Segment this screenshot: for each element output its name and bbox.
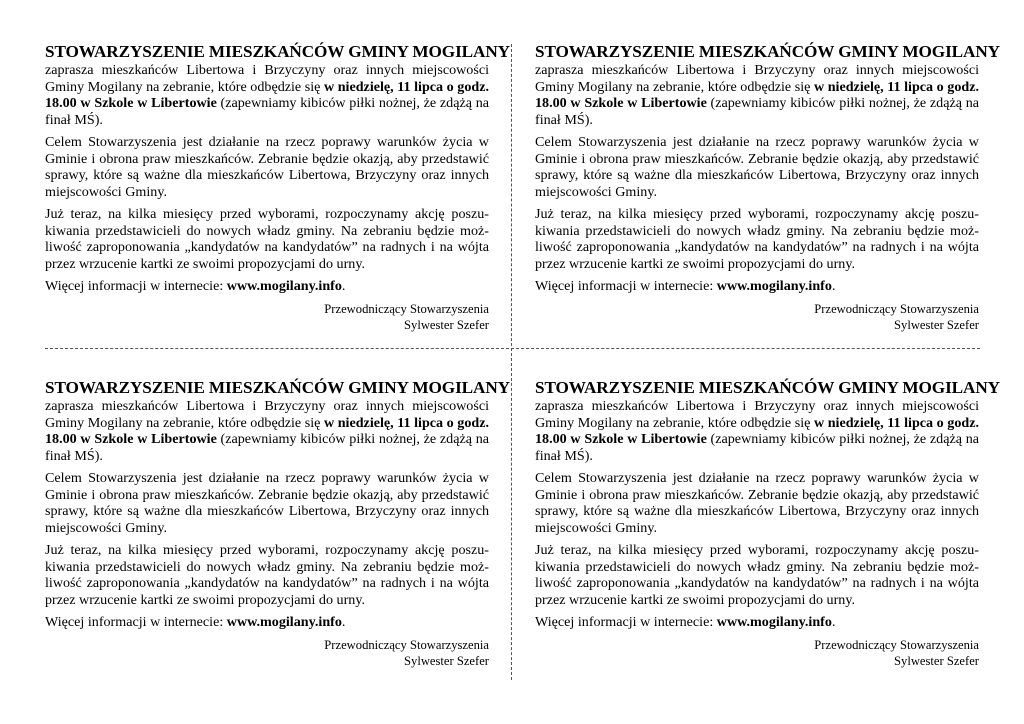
signature-role: Przewodniczący Stowarzyszenia: [814, 301, 979, 316]
flyer-bottom-right: [535, 378, 1000, 669]
invitation-paragraph: zaprasza mieszkańców Libertowa i Brzyczyny oraz innych miejscowości Gminy Mogilany na zebranie, które odbędzie się w niedzielę, 11 lipca o godz. 18.00 w Szkole w Libertowie (zapewniamy kibiców piłki nożnej, że zdążą na finał MŚ).: [535, 62, 979, 128]
info-paragraph: Więcej informacji w internecie: www.mogilany.info.: [45, 278, 346, 294]
signature-role: Przewodniczący Stowarzyszenia: [814, 637, 979, 652]
signature-name: Sylwester Szefer: [894, 317, 979, 332]
signature: [45, 301, 489, 333]
website-link[interactable]: www.mogilany.info: [716, 614, 832, 630]
signature-role: Przewodniczący Stowarzyszenia: [324, 301, 489, 316]
website-link[interactable]: www.mogilany.info: [226, 614, 342, 630]
signature: [535, 637, 979, 669]
invitation-paragraph: zaprasza mieszkańców Libertowa i Brzyczyny oraz innych miejscowości Gminy Mogilany na zebranie, które odbędzie się w niedzielę, 11 lipca o godz. 18.00 w Szkole w Libertowie (zapewniamy kibiców piłki nożnej, że zdążą na finał MŚ).: [535, 398, 979, 464]
signature-name: Sylwester Szefer: [404, 317, 489, 332]
meeting-date-place: w niedzielę, 11 lipca o godz. 18.00 w Szkole w Libertowie: [45, 414, 489, 447]
meeting-date-place: w niedzielę, 11 lipca o godz. 18.00 w Szkole w Libertowie: [535, 414, 979, 447]
flyer-top-left: [45, 42, 510, 333]
website-link[interactable]: www.mogilany.info: [226, 278, 342, 294]
elections-paragraph: Już teraz, na kilka miesięcy przed wyborami, rozpoczynamy akcję poszukiwania przedstawicieli do nowych władz gminy. Na zebraniu będzie możliwość zaproponowania „kandydatów na kandydatów” na radnych i na wójta przez wrzucenie kartki ze swoimi propozycjami do urny.: [45, 542, 489, 608]
meeting-date-place: w niedzielę, 11 lipca o godz. 18.00 w Szkole w Libertowie: [45, 78, 489, 111]
elections-paragraph: Już teraz, na kilka miesięcy przed wyborami, rozpoczynamy akcję poszukiwania przedstawicieli do nowych władz gminy. Na zebraniu będzie możliwość zaproponowania „kandydatów na kandydatów” na radnych i na wójta przez wrzucenie kartki ze swoimi propozycjami do urny.: [45, 206, 489, 272]
vertical-cut-line: [511, 44, 512, 680]
goal-paragraph: Celem Stowarzyszenia jest działanie na rzecz poprawy warunków życia w Gminie i obrona praw mieszkańców. Zebranie będzie okazją, aby przedstawić sprawy, które są ważne dla mieszkańców Libertowa, Brzyczyny oraz innych miejscowości Gminy.: [45, 470, 489, 536]
signature: [535, 301, 979, 333]
signature-name: Sylwester Szefer: [404, 653, 489, 668]
website-link[interactable]: www.mogilany.info: [716, 278, 832, 294]
invitation-paragraph: zaprasza mieszkańców Libertowa i Brzyczyny oraz innych miejscowości Gminy Mogilany na zebranie, które odbędzie się w niedzielę, 11 lipca o godz. 18.00 w Szkole w Libertowie (zapewniamy kibiców piłki nożnej, że zdążą na finał MŚ).: [45, 62, 489, 128]
flyer-title: STOWARZYSZENIE MIESZKAŃCÓW GMINY MOGILANY: [535, 42, 1000, 61]
flyer-bottom-left: [45, 378, 510, 669]
signature-role: Przewodniczący Stowarzyszenia: [324, 637, 489, 652]
flyer-title: STOWARZYSZENIE MIESZKAŃCÓW GMINY MOGILANY: [45, 378, 510, 397]
meeting-date-place: w niedzielę, 11 lipca o godz. 18.00 w Szkole w Libertowie: [535, 78, 979, 111]
goal-paragraph: Celem Stowarzyszenia jest działanie na rzecz poprawy warunków życia w Gminie i obrona praw mieszkańców. Zebranie będzie okazją, aby przedstawić sprawy, które są ważne dla mieszkańców Libertowa, Brzyczyny oraz innych miejscowości Gminy.: [535, 470, 979, 536]
info-paragraph: Więcej informacji w internecie: www.mogilany.info.: [535, 614, 836, 630]
invitation-paragraph: zaprasza mieszkańców Libertowa i Brzyczyny oraz innych miejscowości Gminy Mogilany na zebranie, które odbędzie się w niedzielę, 11 lipca o godz. 18.00 w Szkole w Libertowie (zapewniamy kibiców piłki nożnej, że zdążą na finał MŚ).: [45, 398, 489, 464]
horizontal-cut-line: [45, 348, 980, 349]
flyer-top-right: [535, 42, 1000, 333]
flyer-title: STOWARZYSZENIE MIESZKAŃCÓW GMINY MOGILANY: [45, 42, 510, 61]
goal-paragraph: Celem Stowarzyszenia jest działanie na rzecz poprawy warunków życia w Gminie i obrona praw mieszkańców. Zebranie będzie okazją, aby przedstawić sprawy, które są ważne dla mieszkańców Libertowa, Brzyczyny oraz innych miejscowości Gminy.: [535, 134, 979, 200]
elections-paragraph: Już teraz, na kilka miesięcy przed wyborami, rozpoczynamy akcję poszukiwania przedstawicieli do nowych władz gminy. Na zebraniu będzie możliwość zaproponowania „kandydatów na kandydatów” na radnych i na wójta przez wrzucenie kartki ze swoimi propozycjami do urny.: [535, 542, 979, 608]
info-paragraph: Więcej informacji w internecie: www.mogilany.info.: [535, 278, 836, 294]
goal-paragraph: Celem Stowarzyszenia jest działanie na rzecz poprawy warunków życia w Gminie i obrona praw mieszkańców. Zebranie będzie okazją, aby przedstawić sprawy, które są ważne dla mieszkańców Libertowa, Brzyczyny oraz innych miejscowości Gminy.: [45, 134, 489, 200]
signature: [45, 637, 489, 669]
flyer-title: STOWARZYSZENIE MIESZKAŃCÓW GMINY MOGILANY: [535, 378, 1000, 397]
signature-name: Sylwester Szefer: [894, 653, 979, 668]
info-paragraph: Więcej informacji w internecie: www.mogilany.info.: [45, 614, 346, 630]
elections-paragraph: Już teraz, na kilka miesięcy przed wyborami, rozpoczynamy akcję poszukiwania przedstawicieli do nowych władz gminy. Na zebraniu będzie możliwość zaproponowania „kandydatów na kandydatów” na radnych i na wójta przez wrzucenie kartki ze swoimi propozycjami do urny.: [535, 206, 979, 272]
